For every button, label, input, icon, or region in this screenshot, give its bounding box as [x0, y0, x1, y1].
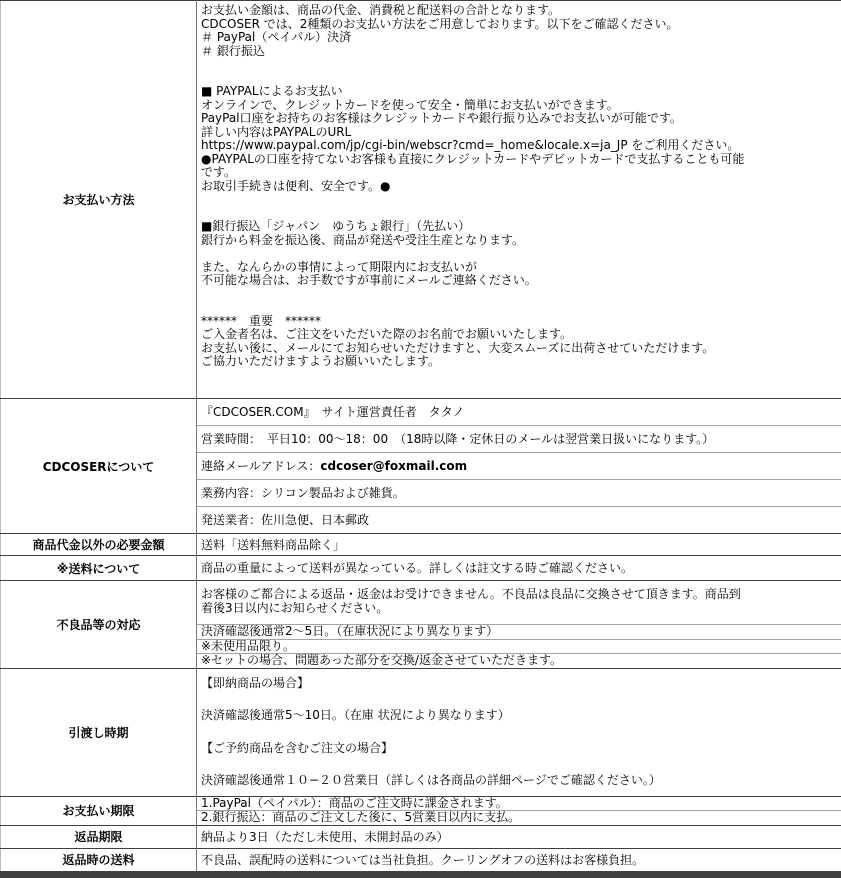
delivery-time-cell — [197, 668, 841, 796]
business-hours-text: 営業時間： 平日10：00〜18：00 （18時以降・定休日のメールは翌営業日扱いになります。） — [201, 432, 714, 447]
text-line: 【ご予約商品を含むご注文の場合】 — [201, 740, 838, 756]
business-hours-line — [197, 425, 841, 452]
text-line — [201, 723, 838, 739]
text-line: ＃ PayPal（ペイパル）決済 — [201, 31, 838, 45]
defect-policy — [197, 581, 841, 624]
row-header-payment-deadline: お支払い期限 — [1, 796, 197, 825]
table-row-delivery-time — [1, 668, 841, 796]
payment-deadline-bank: 2.銀行振込：商品のご注文した後に、5営業日以内に支払。 — [197, 810, 841, 825]
text-line: お支払い金額は、商品の代金、消費税と配送料の合計となります。 — [201, 4, 838, 18]
shipper-text: 発送業者：佐川急便、日本郵政 — [201, 513, 369, 528]
bottom-divider-bar — [0, 871, 841, 878]
text-line: 銀行から料金を振込後、商品が発送や受注生産となります。 — [201, 234, 838, 248]
about-shipping-cell — [197, 556, 841, 581]
text-line: CDCOSER では、2種類のお支払い方法をご用意しております。以下をご確認ください。 — [201, 18, 838, 32]
text-line — [201, 193, 838, 207]
text-line: 着後3日以内にお知らせください。 — [201, 601, 838, 615]
row-header-return-shipping: 返品時の送料 — [1, 848, 197, 871]
text-line: ご入金者名は、ご注文をいただいた際のお名前でお願いいたします。 — [201, 328, 838, 342]
payment-method-text — [197, 1, 841, 369]
text-line: ●PAYPALの口座を持てないお客様も直接にクレジットカードやデビットカードで支払することも可能 — [201, 153, 838, 167]
return-shipping-text: 不良品、誤配時の送料については当社負担。クーリングオフの送料はお客様負担。 — [197, 850, 841, 870]
payment-method-cell — [197, 1, 841, 399]
text-line: PayPal口座をお持ちのお客様はクレジットカードや銀行振り込みでお支払いが可能です。 — [201, 112, 838, 126]
text-line: です。 — [201, 166, 838, 180]
table-row-defective-items — [1, 581, 841, 669]
text-line: 【即納商品の場合】 — [201, 675, 838, 691]
text-line — [201, 288, 838, 302]
text-line — [201, 247, 838, 261]
text-line — [201, 72, 838, 86]
row-header-about-shipping: ※送料について — [1, 556, 197, 581]
text-line: 決済確認後通常１０−２０営業日（詳しくは各商品の詳細ページでご確認ください。） — [201, 772, 838, 788]
text-line — [201, 207, 838, 221]
text-line: お客様のご都合による返品・返金はお受けできません。不良品は良品に交換させて頂きます。商品到 — [201, 587, 838, 601]
business-content-text: 業務内容：シリコン製品および雑貨。 — [201, 486, 405, 501]
defect-refund-time: 決済確認後通常2〜5日。（在庫状況により異なります） — [197, 624, 841, 639]
site-operator-text: 『CDCOSER.COM』 サイト運営責任者 タタノ — [201, 405, 464, 420]
text-line: ■銀行振込「ジャパン ゆうちょ銀行」（先払い） — [201, 220, 838, 234]
text-line — [201, 756, 838, 772]
contact-email-address: cdcoser@foxmail.com — [320, 459, 467, 474]
table-row-return-deadline — [1, 825, 841, 848]
defect-unused-note: ※未使用品限り。 — [197, 639, 841, 654]
payment-deadline-cell — [197, 796, 841, 825]
defective-items-cell — [197, 581, 841, 669]
table-row-extra-fees — [1, 534, 841, 556]
return-deadline-cell — [197, 825, 841, 848]
business-content-line — [197, 479, 841, 506]
row-header-defective-items: 不良品等の対応 — [1, 581, 197, 669]
text-line: ご協力いただけますようお願いいたします。 — [201, 355, 838, 369]
text-line: オンラインで、クレジットカードを使って安全・簡単にお支払いができます。 — [201, 99, 838, 113]
payment-deadline-paypal: 1.PayPal（ペイパル）：商品のご注文時に課金されます。 — [197, 797, 841, 811]
text-line: お取引手続きは便利、安全です。● — [201, 180, 838, 194]
return-deadline-text: 納品より3日（ただし未使用、未開封品のみ） — [197, 827, 841, 847]
contact-email-line — [197, 452, 841, 479]
row-header-return-deadline: 返品期限 — [1, 825, 197, 848]
text-line: 決済確認後通常5〜10日。（在庫 状況により異なります） — [201, 707, 838, 723]
delivery-time-text — [197, 669, 841, 789]
extra-fees-cell — [197, 534, 841, 556]
text-line: また、なんらかの事情によって期限内にお支払いが — [201, 261, 838, 275]
table-row-about-cdcoser — [1, 399, 841, 534]
site-operator-line — [197, 399, 841, 425]
text-line: ****** 重要 ****** — [201, 315, 838, 329]
contact-email-label: 連絡メールアドレス： — [201, 459, 320, 474]
about-shipping-text: 商品の重量によって送料が異なっている。詳しくは註文する時ご確認ください。 — [197, 558, 841, 578]
row-header-extra-fees: 商品代金以外の必要金額 — [1, 534, 197, 556]
row-header-about-cdcoser: CDCOSERについて — [1, 399, 197, 534]
text-line: お支払い後に、メールにてお知らせいただけますと、大変スムーズに出荷させていただけます。 — [201, 342, 838, 356]
text-line — [201, 691, 838, 707]
text-line: 詳しい内容はPAYPALのURL — [201, 126, 838, 140]
defect-set-note: ※セットの場合、問題あった部分を交換/返金させていただきます。 — [197, 653, 841, 668]
text-line: https://www.paypal.com/jp/cgi-bin/webscr?cmd=_home&locale.x=ja_JP をご利用ください。 — [201, 139, 838, 153]
shipper-line — [197, 506, 841, 533]
extra-fees-text: 送料「送料無料商品除く」 — [197, 535, 841, 555]
row-header-payment-method: お支払い方法 — [1, 1, 197, 399]
table-row-about-shipping — [1, 556, 841, 581]
table-row-payment-method — [1, 1, 841, 399]
text-line: ＃ 銀行振込 — [201, 45, 838, 59]
text-line: 不可能な場合は、お手数ですが事前にメールご連絡ください。 — [201, 274, 838, 288]
table-row-payment-deadline — [1, 796, 841, 825]
row-header-delivery-time: 引渡し時期 — [1, 668, 197, 796]
text-line — [201, 301, 838, 315]
text-line — [201, 58, 838, 72]
text-line: ■ PAYPALによるお支払い — [201, 85, 838, 99]
about-cdcoser-cell — [197, 399, 841, 534]
